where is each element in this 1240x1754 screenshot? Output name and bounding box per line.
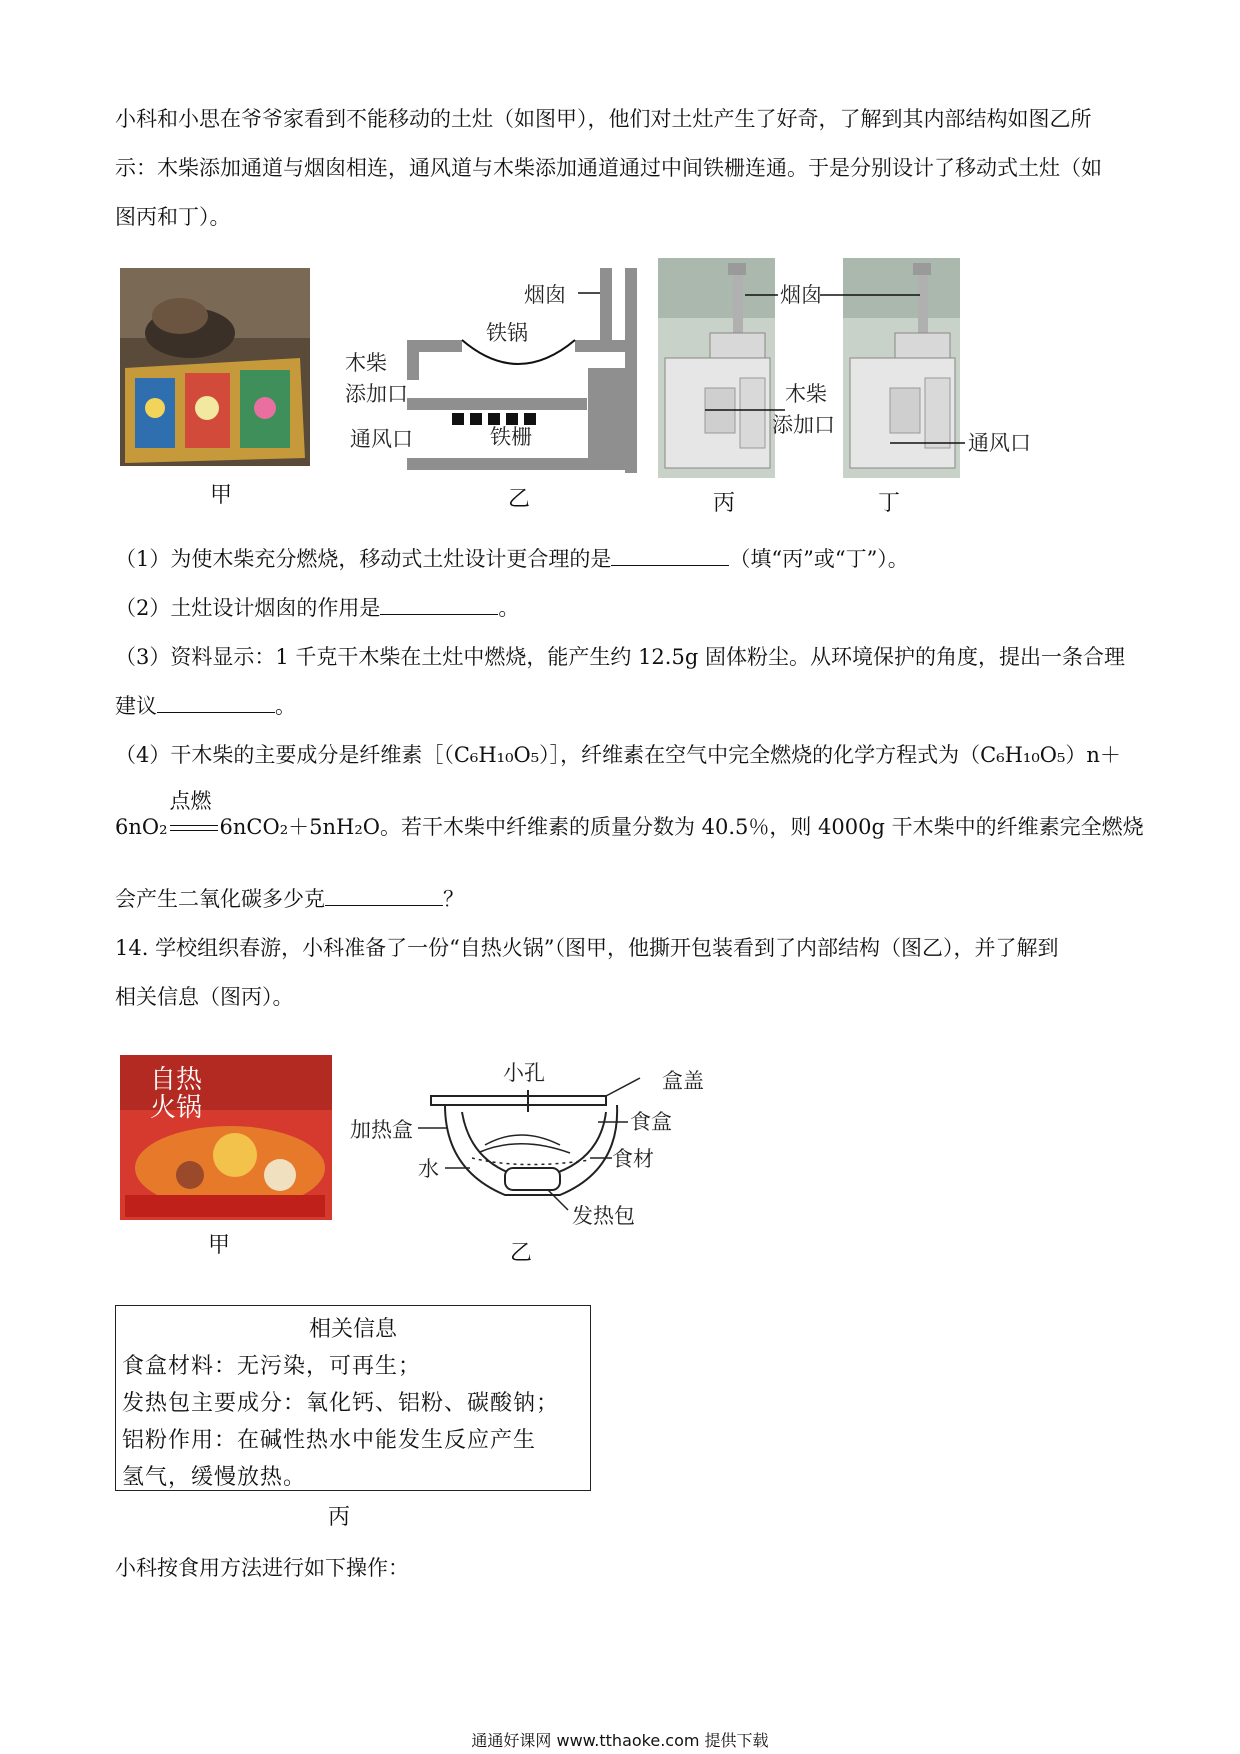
answer-blank-3[interactable] <box>157 694 275 713</box>
question-3-line-1: （3）资料显示：1 千克干木柴在土灶中燃烧，能产生约 12.5g 固体粉尘。从环境保护的角度，提出一条合理 <box>115 645 1125 669</box>
label-wood-inlet-2: 添加口 <box>345 382 408 406</box>
label-hole: 小孔 <box>503 1061 545 1085</box>
label-heating-box: 加热盒 <box>350 1118 413 1142</box>
stove-photo-ding <box>843 258 960 478</box>
info-line-1: 食盒材料：无污染，可再生； <box>122 1354 422 1379</box>
hotpot-figure <box>0 1050 1240 1270</box>
stove-photo-bing <box>658 258 775 478</box>
caption-ding: 丁 <box>878 491 901 516</box>
question-1-tail: （填“丙”或“丁”）。 <box>729 547 909 571</box>
info-line-3: 铝粉作用：在碱性热水中能发生反应产生 <box>122 1428 537 1453</box>
caption-2-jia: 甲 <box>208 1233 231 1258</box>
package-text-1: 自热 <box>150 1065 203 1095</box>
caption-bing: 丙 <box>713 491 736 516</box>
label-heat-pack: 发热包 <box>572 1204 635 1228</box>
label-wood-inlet-4: 添加口 <box>772 413 835 437</box>
question-14-line-1: 14. 学校组织春游，小科准备了一份“自热火锅”（图甲，他撕开包装看到了内部结构（图乙），并了解到 <box>115 936 1059 960</box>
answer-blank-4[interactable] <box>325 887 443 906</box>
equation-left: 6nO₂ <box>115 815 168 839</box>
question-2-tail: 。 <box>498 596 520 620</box>
label-wood-inlet-1: 木柴 <box>345 351 387 375</box>
question-1-text: （1）为使木柴充分燃烧，移动式土灶设计更合理的是 <box>115 547 612 571</box>
question-14-line-2: 相关信息（图丙）。 <box>115 985 294 1009</box>
label-water: 水 <box>418 1157 439 1181</box>
question-1 <box>115 547 1135 571</box>
question-4-equation <box>115 788 1144 839</box>
label-food: 食材 <box>612 1147 654 1171</box>
intro-line-2: 示：木柴添加通道与烟囱相连，通风道与木柴添加通道通过中间铁栅连通。于是分别设计了移动式土灶（如 <box>115 156 1102 180</box>
question-3-text: 建议 <box>115 694 157 718</box>
caption-yi: 乙 <box>508 487 531 512</box>
info-box-title: 相关信息 <box>308 1317 397 1342</box>
question-4-line-3 <box>115 887 1135 911</box>
info-line-2: 发热包主要成分：氧化钙、铝粉、碳酸钠； <box>122 1391 560 1416</box>
hotpot-diagram-yi <box>418 1078 640 1210</box>
question-3-line-2 <box>115 694 1135 718</box>
label-pot: 铁锅 <box>486 321 528 345</box>
last-line: 小科按食用方法进行如下操作： <box>115 1556 409 1580</box>
page-footer: 通通好课网 www.tthaoke.com 提供下载 <box>471 1731 769 1750</box>
label-grate: 铁栅 <box>490 425 532 449</box>
label-chimney-bing: 烟囱 <box>780 283 822 307</box>
equation-condition: 点燃 <box>169 788 212 813</box>
label-food-box: 食盒 <box>630 1110 672 1134</box>
label-wood-inlet-3: 木柴 <box>785 382 827 406</box>
answer-blank-2[interactable] <box>380 596 498 615</box>
caption-2-yi: 乙 <box>510 1241 533 1266</box>
question-4-line-1: （4）干木柴的主要成分是纤维素［（C₆H₁₀O₅）］，纤维素在空气中完全燃烧的化学方程式为（C₆H₁₀O₅）n＋ <box>115 743 1121 767</box>
question-4-text: 会产生二氧化碳多少克 <box>115 887 325 911</box>
intro-line-3: 图丙和丁）。 <box>115 205 231 229</box>
equation-right: 6nCO₂＋5nH₂O。若干木柴中纤维素的质量分数为 40.5％，则 4000g 干木柴中的纤维素完全燃烧 <box>219 815 1144 839</box>
question-4-tail: ？ <box>443 887 464 911</box>
question-3-tail: 。 <box>275 694 296 718</box>
package-text-2: 火锅 <box>150 1093 203 1123</box>
intro-line-1: 小科和小思在爷爷家看到不能移动的土灶（如图甲），他们对土灶产生了好奇，了解到其内部结构如图乙所 <box>115 107 1092 131</box>
caption-2-bing: 丙 <box>328 1505 351 1530</box>
stove-figure <box>0 258 1240 518</box>
label-chimney: 烟囱 <box>524 283 566 307</box>
label-lid: 盒盖 <box>662 1069 704 1093</box>
question-2-text: （2）土灶设计烟囱的作用是 <box>115 596 381 620</box>
stove-photo-jia <box>120 268 310 466</box>
label-vent: 通风口 <box>350 427 413 451</box>
answer-blank-1[interactable] <box>611 547 729 566</box>
hotpot-photo-jia <box>120 1055 332 1220</box>
label-vent-ding: 通风口 <box>968 431 1031 455</box>
caption-jia: 甲 <box>210 483 233 508</box>
info-line-4: 氢气，缓慢放热。 <box>122 1465 307 1490</box>
info-box <box>115 1305 591 1491</box>
question-2 <box>115 596 1135 620</box>
equation-arrow <box>168 788 220 839</box>
